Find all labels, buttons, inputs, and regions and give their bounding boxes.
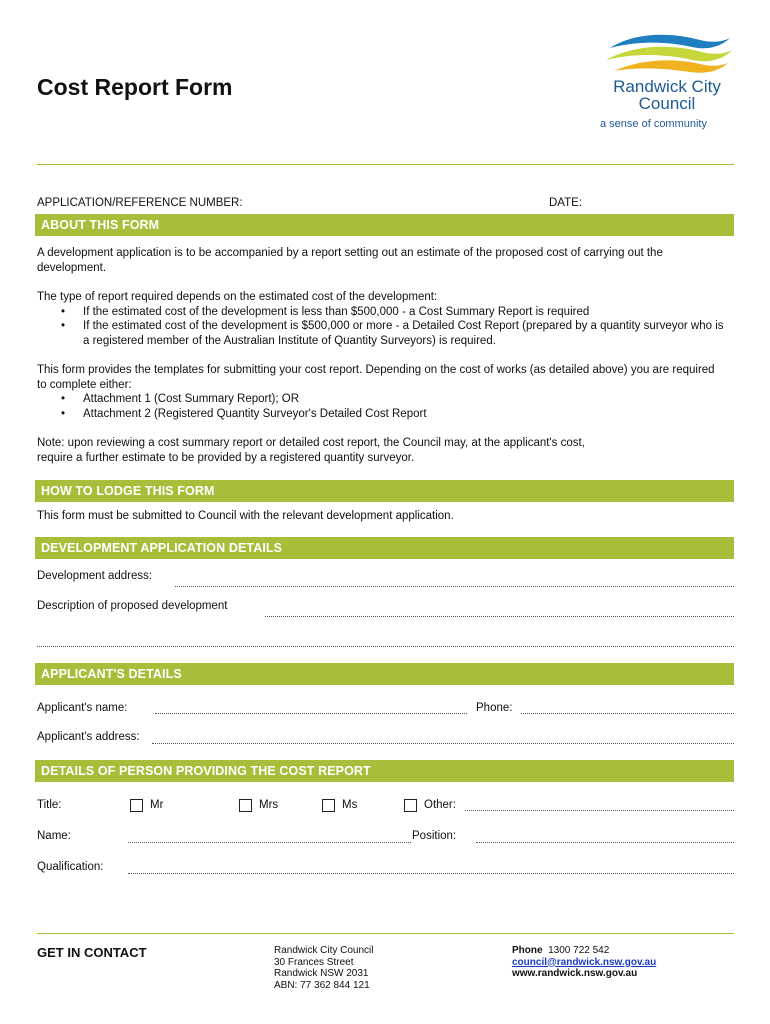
section-cost-person-heading: DETAILS OF PERSON PROVIDING THE COST REPORT (35, 760, 734, 782)
applicant-address-label: Applicant's address: (37, 731, 140, 743)
list-item: • Attachment 1 (Cost Summary Report); OR (37, 392, 727, 407)
list-item: • Attachment 2 (Registered Quantity Surveyor's Detailed Cost Report (37, 407, 727, 422)
development-address-field[interactable] (175, 586, 734, 587)
page-title: Cost Report Form (37, 74, 233, 100)
lodge-text: This form must be submitted to Council with the relevant development application. (37, 510, 454, 522)
title-other-field[interactable] (465, 810, 734, 811)
title-other-label: Other: (424, 799, 456, 811)
about-templates (37, 363, 727, 421)
templates-intro: This form provides the templates for submitting your cost report. Depending on the cost of works (as detailed above) you are required to complete either: (37, 364, 715, 391)
footer-divider (37, 933, 734, 934)
development-address-label: Development address: (37, 570, 153, 582)
logo-name: Randwick City Council (613, 77, 721, 113)
footer-address: Randwick City Council 30 Frances Street Randwick NSW 2031 ABN: 77 362 844 121 (274, 945, 374, 991)
footer-contact (512, 945, 656, 980)
development-description-field[interactable] (265, 616, 734, 617)
qualification-label: Qualification: (37, 861, 104, 873)
cost-person-position-label: Position: (412, 830, 457, 842)
applicant-phone-label: Phone: (476, 702, 513, 714)
list-item: • If the estimated cost of the development is less than $500,000 - a Cost Summary Report is required (37, 305, 727, 320)
applicant-name-field[interactable] (155, 713, 467, 714)
title-mr-label: Mr (150, 799, 164, 811)
about-report-types (37, 290, 727, 348)
qualification-field[interactable] (128, 873, 734, 874)
report-types-intro: The type of report required depends on the estimated cost of the development: (37, 291, 438, 303)
section-applicant-heading: APPLICANT'S DETAILS (35, 663, 734, 685)
footer-email-link[interactable]: council@randwick.nsw.gov.au (512, 956, 657, 968)
applicant-phone-field[interactable] (521, 713, 734, 714)
wave-logo-icon (600, 30, 735, 78)
cost-person-name-label: Name: (37, 830, 71, 842)
applicant-name-label: Applicant's name: (37, 702, 128, 714)
title-ms-checkbox[interactable] (322, 799, 335, 812)
development-description-field-line2[interactable] (37, 646, 734, 647)
title-mrs-checkbox[interactable] (239, 799, 252, 812)
footer-heading: GET IN CONTACT (37, 945, 147, 960)
applicant-address-field[interactable] (152, 743, 734, 744)
about-paragraph-1: A development application is to be accompanied by a report setting out an estimate of the proposed cost of carrying out the development. (37, 247, 663, 274)
header-divider (37, 164, 734, 165)
reference-row (37, 197, 734, 209)
title-mrs-label: Mrs (259, 799, 279, 811)
logo-tagline: a sense of community (600, 118, 707, 130)
cost-person-position-field[interactable] (476, 842, 734, 843)
footer-phone: Phone 1300 722 542 (512, 945, 610, 956)
development-description-label: Description of proposed development (37, 600, 228, 612)
application-reference-label: APPLICATION/REFERENCE NUMBER: (37, 197, 243, 209)
title-ms-label: Ms (342, 799, 358, 811)
cost-person-name-field[interactable] (128, 842, 411, 843)
section-lodge-heading: HOW TO LODGE THIS FORM (35, 480, 734, 502)
about-note: Note: upon reviewing a cost summary report or detailed cost report, the Council may, at the applicant's cost, require a further estimate to be provided by a registered quantity surveyor. (37, 437, 585, 464)
title-mr-checkbox[interactable] (130, 799, 143, 812)
council-logo (596, 30, 741, 134)
section-about-heading: ABOUT THIS FORM (35, 214, 734, 236)
title-other-checkbox[interactable] (404, 799, 417, 812)
date-label: DATE: (549, 197, 583, 209)
list-item: • If the estimated cost of the development is $500,000 or more - a Detailed Cost Report (prepared by a quantity surveyor who is a registered member of the Australian Institute of Quantity Surveyors) is required. (37, 319, 727, 348)
footer-website[interactable]: www.randwick.nsw.gov.au (512, 968, 638, 979)
section-development-heading: DEVELOPMENT APPLICATION DETAILS (35, 537, 734, 559)
title-label: Title: (37, 799, 62, 811)
